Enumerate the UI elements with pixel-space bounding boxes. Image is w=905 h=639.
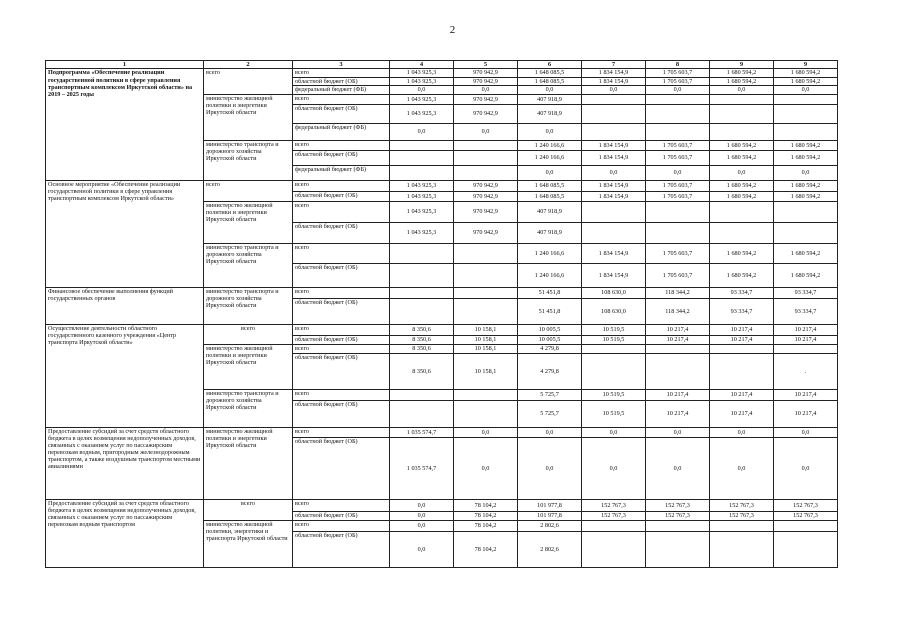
amount-cell [646,344,710,353]
amount-cell: 1 705 603,7 [646,77,710,85]
amount-cell: 1 680 594,2 [710,243,774,263]
amount-cell [582,94,646,104]
amount-cell [774,201,838,222]
amount-cell: 1 834 154,9 [582,180,646,191]
amount-cell: 970 942,9 [454,191,518,201]
amount-cell: 1 680 594,2 [710,263,774,287]
header-cell: 8 [646,61,710,69]
amount-cell [390,400,454,427]
amount-cell: 0,0 [582,427,646,437]
funding-source-cell: областной бюджет (ОБ) [293,77,390,85]
amount-cell: 1 680 594,2 [710,77,774,85]
amount-cell: 10 519,5 [582,324,646,335]
amount-cell [454,150,518,165]
amount-cell: 10 217,4 [710,335,774,344]
funding-source-cell: областной бюджет (ОБ) [293,437,390,499]
amount-cell [454,165,518,180]
amount-cell [646,531,710,567]
amount-cell: 1 043 925,3 [390,77,454,85]
funding-source-cell: областной бюджет (ОБ) [293,400,390,427]
amount-cell: 1 834 154,9 [582,263,646,287]
amount-cell: 2 802,6 [518,520,582,531]
funding-source-cell: всего [293,520,390,531]
funding-source-cell: всего [293,324,390,335]
amount-cell: 10 217,4 [646,389,710,400]
amount-cell: 0,0 [774,85,838,94]
table-row [46,427,838,437]
funding-source-cell: всего [293,389,390,400]
amount-cell: 0,0 [646,427,710,437]
amount-cell: 8 350,6 [390,324,454,335]
amount-cell: 1 680 594,2 [774,191,838,201]
amount-cell: 0,0 [518,427,582,437]
amount-cell: 0,0 [518,85,582,94]
funding-source-cell: федеральный бюджет (ФБ) [293,165,390,180]
executor-cell: министерство жилищной политики и энергетики Иркутской области [204,344,293,389]
amount-cell: 10 519,5 [582,400,646,427]
amount-cell: 1 043 925,3 [390,191,454,201]
amount-cell: 101 977,8 [518,511,582,520]
amount-cell [582,201,646,222]
amount-cell [582,520,646,531]
amount-cell: 78 104,2 [454,511,518,520]
header-cell: 5 [454,61,518,69]
amount-cell [390,263,454,287]
amount-cell [710,123,774,140]
header-cell: 7 [582,61,646,69]
amount-cell [390,140,454,150]
amount-cell: 108 630,0 [582,298,646,324]
executor-cell: всего [204,69,293,94]
funding-source-cell: всего [293,69,390,77]
amount-cell: 0,0 [774,437,838,499]
amount-cell: 10 217,4 [774,324,838,335]
funding-source-cell: областной бюджет (ОБ) [293,263,390,287]
amount-cell: 5 725,7 [518,389,582,400]
executor-cell: министерство жилищной политики, энергетики и транспорта Иркутской области [204,520,293,567]
amount-cell [454,287,518,298]
funding-source-cell: всего [293,180,390,191]
amount-cell: 0,0 [390,85,454,94]
funding-source-cell: областной бюджет (ОБ) [293,104,390,123]
amount-cell: 1 043 925,3 [390,201,454,222]
amount-cell: 0,0 [710,437,774,499]
amount-cell [710,520,774,531]
amount-cell: 1 705 603,7 [646,263,710,287]
amount-cell: 101 977,8 [518,499,582,511]
amount-cell: 10 005,5 [518,335,582,344]
header-cell: 1 [46,61,204,69]
amount-cell: 8 350,6 [390,344,454,353]
amount-cell: 152 767,3 [582,499,646,511]
amount-cell: 152 767,3 [582,511,646,520]
page-number: 2 [449,24,456,36]
amount-cell [774,520,838,531]
amount-cell: 0,0 [390,511,454,520]
amount-cell: . [774,353,838,389]
amount-cell [646,222,710,243]
amount-cell: 0,0 [390,531,454,567]
header-cell: 2 [204,61,293,69]
amount-cell [710,201,774,222]
amount-cell: 0,0 [646,165,710,180]
amount-cell: 152 767,3 [774,499,838,511]
amount-cell: 1 240 166,6 [518,263,582,287]
amount-cell [774,123,838,140]
amount-cell [582,123,646,140]
amount-cell: 1 680 594,2 [774,77,838,85]
executor-cell: министерство транспорта и дорожного хозяйства Иркутской области [204,389,293,427]
amount-cell: 407 918,9 [518,104,582,123]
amount-cell: 0,0 [710,165,774,180]
amount-cell: 1 043 925,3 [390,94,454,104]
executor-cell: министерство жилищной политики и энергетики Иркутской области [204,427,293,499]
amount-cell [774,344,838,353]
amount-cell: 970 942,9 [454,222,518,243]
amount-cell: 970 942,9 [454,94,518,104]
header-cell: 9 [710,61,774,69]
amount-cell: 1 680 594,2 [710,69,774,77]
amount-cell [582,353,646,389]
amount-cell: 10 217,4 [646,324,710,335]
amount-cell [454,140,518,150]
amount-cell: 0,0 [582,437,646,499]
amount-cell: 0,0 [454,427,518,437]
table-row [46,180,838,191]
amount-cell: 1 834 154,9 [582,243,646,263]
header-cell: 4 [390,61,454,69]
amount-cell [390,243,454,263]
amount-cell: 1 705 603,7 [646,243,710,263]
amount-cell [454,389,518,400]
amount-cell: 1 705 603,7 [646,150,710,165]
executor-cell: всего [204,324,293,344]
amount-cell: 10 217,4 [710,389,774,400]
amount-cell: 1 680 594,2 [774,150,838,165]
amount-cell [390,150,454,165]
table-row [46,324,838,335]
amount-cell: 1 680 594,2 [774,69,838,77]
amount-cell: 1 035 574,7 [390,437,454,499]
amount-cell [390,287,454,298]
amount-cell: 51 451,8 [518,298,582,324]
amount-cell [390,389,454,400]
funding-source-cell: всего [293,499,390,511]
budget-table [45,60,838,568]
header-cell: 6 [518,61,582,69]
amount-cell: 407 918,9 [518,222,582,243]
amount-cell: 1 043 925,3 [390,222,454,243]
amount-cell: 1 705 603,7 [646,180,710,191]
funding-source-cell: федеральный бюджет (ФБ) [293,85,390,94]
funding-source-cell: областной бюджет (ОБ) [293,531,390,567]
amount-cell [582,104,646,123]
amount-cell: 1 705 603,7 [646,69,710,77]
amount-cell: 407 918,9 [518,94,582,104]
amount-cell [646,201,710,222]
amount-cell: 1 680 594,2 [710,140,774,150]
amount-cell: 118 344,2 [646,298,710,324]
amount-cell: 1 834 154,9 [582,150,646,165]
amount-cell: 1 240 166,6 [518,150,582,165]
amount-cell: 1 240 166,6 [518,243,582,263]
amount-cell: 1 043 925,3 [390,69,454,77]
amount-cell: 0,0 [710,85,774,94]
amount-cell [710,94,774,104]
header-cell: 9 [774,61,838,69]
amount-cell [710,344,774,353]
amount-cell [390,165,454,180]
funding-source-cell: областной бюджет (ОБ) [293,222,390,243]
amount-cell: 1 834 154,9 [582,69,646,77]
funding-source-cell: всего [293,94,390,104]
amount-cell: 407 918,9 [518,201,582,222]
amount-cell [390,298,454,324]
amount-cell: 1 834 154,9 [582,77,646,85]
executor-cell: министерство транспорта и дорожного хозяйства Иркутской области [204,140,293,180]
amount-cell: 1 035 574,7 [390,427,454,437]
amount-cell: 0,0 [518,123,582,140]
amount-cell [710,104,774,123]
amount-cell: 78 104,2 [454,531,518,567]
funding-source-cell: областной бюджет (ОБ) [293,353,390,389]
funding-source-cell: областной бюджет (ОБ) [293,150,390,165]
amount-cell: 1 648 085,5 [518,180,582,191]
amount-cell: 970 942,9 [454,69,518,77]
amount-cell [454,400,518,427]
amount-cell [646,94,710,104]
amount-cell: 1 705 603,7 [646,140,710,150]
amount-cell: 0,0 [454,85,518,94]
amount-cell: 1 240 166,6 [518,140,582,150]
amount-cell: 1 680 594,2 [774,263,838,287]
item-name-cell: Предоставление субсидий за счет средств областного бюджета в целях возмещения недополученных доходов, связанных с оказанием услуг по пассажирским перевозкам водным транспортом [46,499,204,567]
amount-cell [454,298,518,324]
amount-cell [710,531,774,567]
amount-cell: 0,0 [582,165,646,180]
amount-cell: 10 217,4 [774,389,838,400]
funding-source-cell: всего [293,344,390,353]
amount-cell: 4 279,8 [518,344,582,353]
amount-cell: 8 350,6 [390,335,454,344]
amount-cell: 10 158,1 [454,335,518,344]
funding-source-cell: всего [293,201,390,222]
amount-cell [710,353,774,389]
amount-cell: 152 767,3 [646,499,710,511]
item-name-cell: Финансовое обеспечение выполнения функций государственных органов [46,287,204,324]
amount-cell [582,344,646,353]
amount-cell [774,104,838,123]
amount-cell [774,531,838,567]
amount-cell: 152 767,3 [774,511,838,520]
amount-cell: 4 279,8 [518,353,582,389]
amount-cell: 152 767,3 [646,511,710,520]
table-row [46,69,838,77]
amount-cell: 0,0 [390,123,454,140]
amount-cell [710,222,774,243]
executor-cell: всего [204,499,293,520]
amount-cell: 152 767,3 [710,511,774,520]
amount-cell: 970 942,9 [454,77,518,85]
amount-cell: 0,0 [390,520,454,531]
amount-cell: 0,0 [390,499,454,511]
amount-cell: 10 519,5 [582,335,646,344]
amount-cell: 2 802,6 [518,531,582,567]
amount-cell: 10 158,1 [454,353,518,389]
funding-source-cell: областной бюджет (ОБ) [293,298,390,324]
item-name-cell: Подпрограмма «Обеспечение реализации государственной политики в сфере управления транспортным комплексом Иркутской области» на 2019 – 2025 годы [46,69,204,180]
amount-cell: 970 942,9 [454,104,518,123]
amount-cell: 152 767,3 [710,499,774,511]
amount-cell [454,243,518,263]
amount-cell: 0,0 [582,85,646,94]
amount-cell: 93 334,7 [774,298,838,324]
amount-cell: 93 334,7 [774,287,838,298]
item-name-cell: Основное мероприятие «Обеспечение реализации государственной политики в сфере управления транспортным комплексом Иркутской области» [46,180,204,287]
amount-cell: 93 334,7 [710,287,774,298]
amount-cell: 93 334,7 [710,298,774,324]
amount-cell [774,94,838,104]
item-name-cell: Предоставление субсидий за счет средств областного бюджета в целях возмещения недополученных доходов, связанных с оказанием услуг по пассажирским перевозкам водным, пригородным железнодорожным транспортом, а также воздушным транспортом местными авиалиниями [46,427,204,499]
amount-cell: 0,0 [454,123,518,140]
amount-cell [646,123,710,140]
funding-source-cell: всего [293,243,390,263]
amount-cell: 1 834 154,9 [582,191,646,201]
header-cell: 3 [293,61,390,69]
amount-cell [646,353,710,389]
amount-cell: 1 648 085,5 [518,69,582,77]
amount-cell: 0,0 [646,437,710,499]
amount-cell: 1 680 594,2 [710,150,774,165]
amount-cell: 78 104,2 [454,520,518,531]
amount-cell: 10 217,4 [710,400,774,427]
funding-source-cell: всего [293,427,390,437]
amount-cell: 8 350,6 [390,353,454,389]
amount-cell: 0,0 [646,85,710,94]
amount-cell: 5 725,7 [518,400,582,427]
amount-cell: 1 648 085,5 [518,77,582,85]
executor-cell: министерство транспорта и дорожного хозяйства Иркутской области [204,243,293,287]
amount-cell: 1 680 594,2 [710,180,774,191]
amount-cell: 10 217,4 [646,400,710,427]
funding-source-cell: областной бюджет (ОБ) [293,335,390,344]
amount-cell: 78 104,2 [454,499,518,511]
amount-cell: 0,0 [518,437,582,499]
funding-source-cell: всего [293,287,390,298]
amount-cell [774,222,838,243]
amount-cell: 1 834 154,9 [582,140,646,150]
amount-cell [582,531,646,567]
executor-cell: министерство жилищной политики и энергетики Иркутской области [204,201,293,243]
amount-cell: 10 519,5 [582,389,646,400]
amount-cell [646,520,710,531]
amount-cell: 1 680 594,2 [710,191,774,201]
executor-cell: министерство транспорта и дорожного хозяйства Иркутской области [204,287,293,324]
amount-cell: 1 680 594,2 [774,243,838,263]
funding-source-cell: федеральный бюджет (ФБ) [293,123,390,140]
item-name-cell: Осуществление деятельности областного государственного казенного учреждения «Центр транспорта Иркутской области» [46,324,204,427]
amount-cell: 1 043 925,3 [390,180,454,191]
amount-cell: 10 217,4 [710,324,774,335]
amount-cell: 118 344,2 [646,287,710,298]
amount-cell [646,104,710,123]
amount-cell: 10 217,4 [774,400,838,427]
amount-cell: 10 158,1 [454,324,518,335]
amount-cell: 51 451,8 [518,287,582,298]
amount-cell: 10 005,5 [518,324,582,335]
executor-cell: министерство жилищной политики и энергетики Иркутской области [204,94,293,140]
table-row [46,499,838,511]
amount-cell: 0,0 [454,437,518,499]
amount-cell: 1 043 925,3 [390,104,454,123]
header-row [46,61,838,69]
amount-cell: 1 648 085,5 [518,191,582,201]
amount-cell: 0,0 [710,427,774,437]
amount-cell: 970 942,9 [454,180,518,191]
amount-cell: 10 217,4 [774,335,838,344]
amount-cell: 970 942,9 [454,201,518,222]
amount-cell: 10 217,4 [646,335,710,344]
amount-cell: 108 630,0 [582,287,646,298]
funding-source-cell: областной бюджет (ОБ) [293,191,390,201]
amount-cell: 1 680 594,2 [774,140,838,150]
funding-source-cell: областной бюджет (ОБ) [293,511,390,520]
amount-cell: 0,0 [518,165,582,180]
amount-cell: 1 680 594,2 [774,180,838,191]
executor-cell: всего [204,180,293,201]
funding-source-cell: всего [293,140,390,150]
amount-cell [454,263,518,287]
amount-cell: 0,0 [774,165,838,180]
amount-cell [582,222,646,243]
table-row [46,287,838,298]
amount-cell: 1 705 603,7 [646,191,710,201]
amount-cell: 10 158,1 [454,344,518,353]
amount-cell: 0,0 [774,427,838,437]
